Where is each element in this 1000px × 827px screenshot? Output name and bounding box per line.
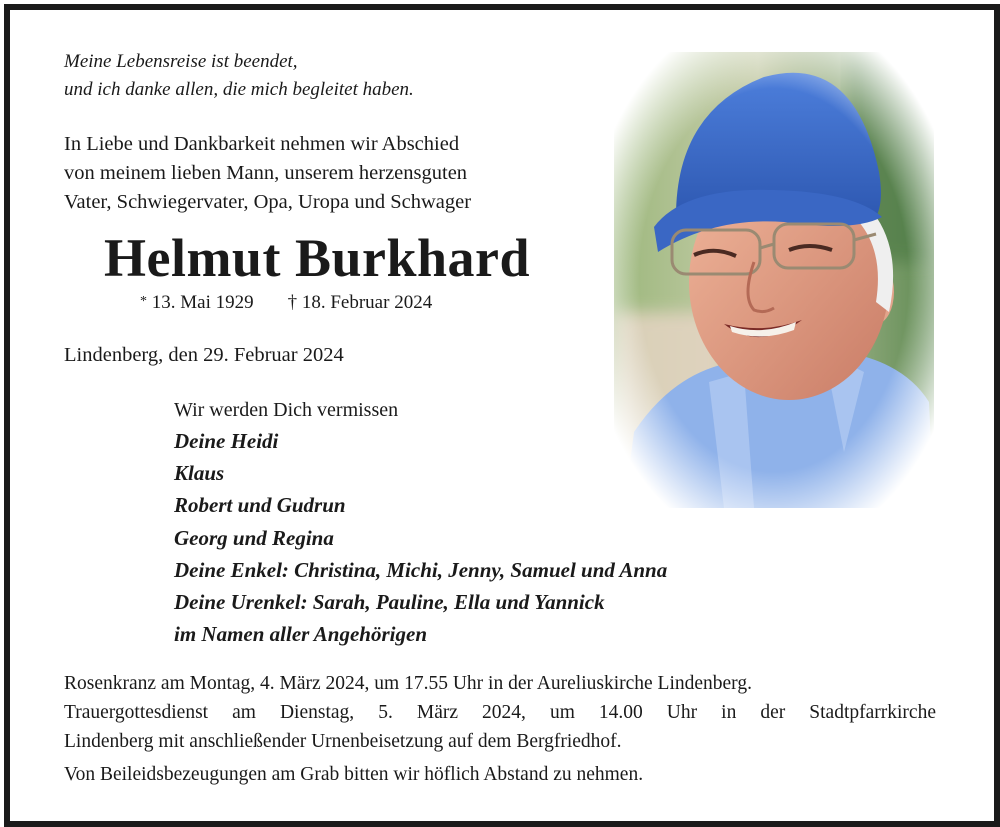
- place-date: Lindenberg, den 29. Februar 2024: [64, 344, 344, 366]
- service-info: [64, 669, 936, 789]
- mourners-intro: Wir werden Dich vermissen: [174, 399, 399, 421]
- mourner-entry: im Namen aller Angehörigen: [174, 622, 427, 647]
- motto: [64, 48, 414, 104]
- intro-text: [64, 130, 471, 217]
- rosary-info: Rosenkranz am Montag, 4. März 2024, um 17.55 Uhr in der Aureliuskirche Lindenberg.: [64, 673, 752, 694]
- funeral-info-line-2: Lindenberg mit anschließender Urnenbeisetzung auf dem Bergfriedhof.: [64, 731, 622, 752]
- intro-line-3: Vater, Schwiegervater, Opa, Uropa und Schwager: [64, 191, 472, 213]
- motto-line-1: Meine Lebensreise ist beendet,: [64, 51, 298, 72]
- mourner-entry: Deine Urenkel: Sarah, Pauline, Ella und Yannick: [174, 590, 605, 615]
- mourner-entry: Deine Heidi: [174, 429, 279, 453]
- mourner-entry: Robert und Gudrun: [174, 493, 346, 518]
- mourner-entry: Klaus: [174, 461, 225, 486]
- death-date: 18. Februar 2024: [301, 292, 433, 313]
- intro-line-2: von meinem lieben Mann, unserem herzensguten: [64, 162, 468, 184]
- birth-symbol: *: [140, 294, 147, 309]
- death-symbol: †: [287, 292, 298, 313]
- funeral-info-line-1: Trauergottesdienst am Dienstag, 5. März 2024, um 14.00 Uhr in der Stadtpfarrkirche: [64, 702, 936, 723]
- mourner-entry: Deine Enkel: Christina, Michi, Jenny, Samuel und Anna: [174, 557, 668, 582]
- condolence-note: Von Beileidsbezeugungen am Grab bitten wir höflich Abstand zu nehmen.: [64, 764, 644, 785]
- motto-line-2: und ich danke allen, die mich begleitet haben.: [64, 79, 414, 100]
- deceased-name: Helmut Burkhard: [103, 228, 531, 288]
- portrait-photo: [614, 52, 934, 508]
- birth-date: 13. Mai 1929: [151, 292, 254, 313]
- mourner-entry: Georg und Regina: [174, 525, 334, 550]
- intro-line-1: In Liebe und Dankbarkeit nehmen wir Abschied: [64, 133, 460, 155]
- life-dates: [140, 288, 432, 317]
- mourners-list: [174, 425, 667, 650]
